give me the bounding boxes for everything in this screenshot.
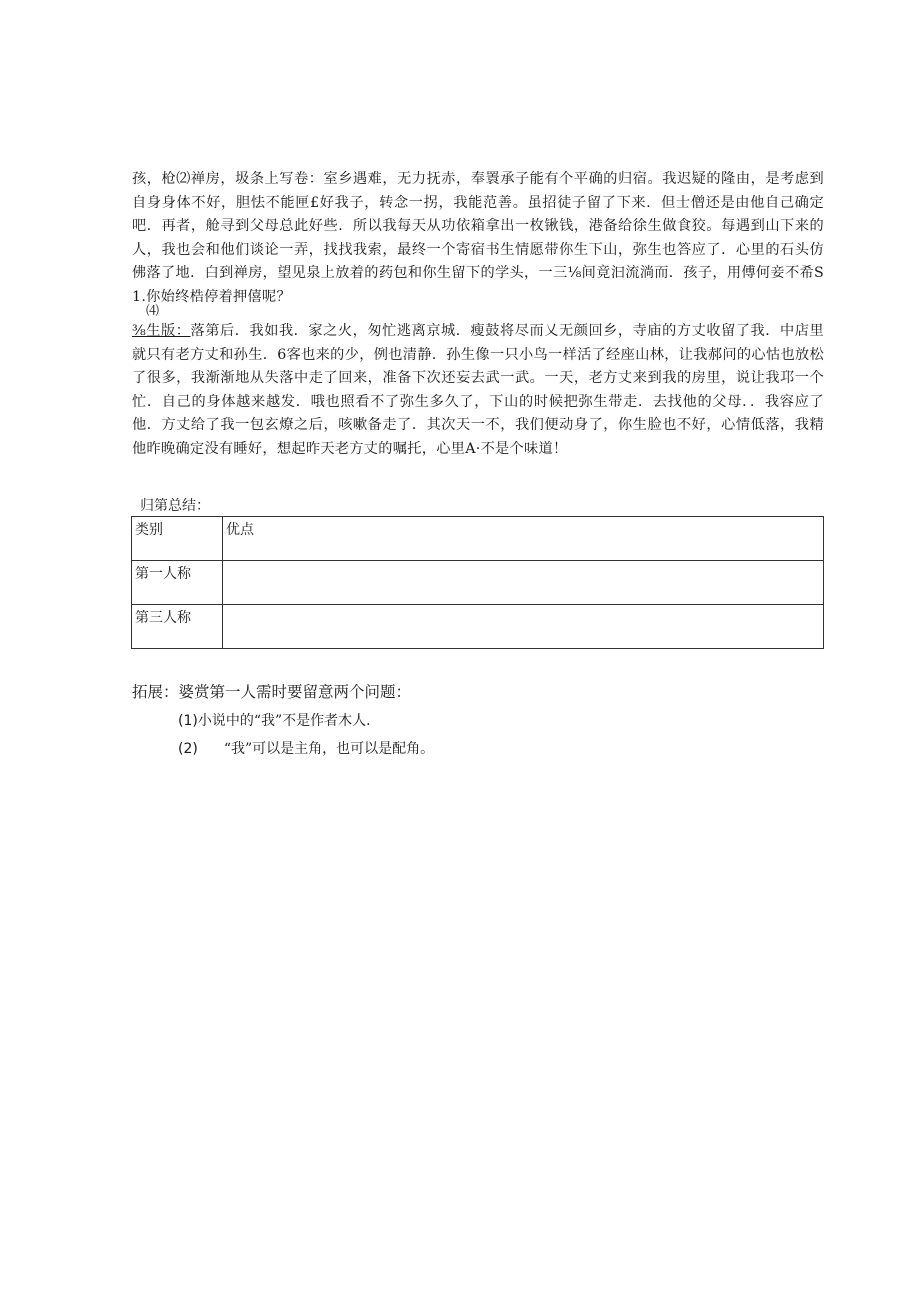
section-marker-4: ⑷: [146, 304, 160, 319]
table-row: [132, 561, 824, 605]
header-category: 类别: [132, 517, 223, 561]
extension-item-text: “我”可以是主角，也可以是配角。: [223, 741, 435, 757]
header-advantage: 优点: [223, 517, 824, 561]
summary-table: [131, 516, 824, 649]
paragraph-lead-label: ⅜生版：: [132, 323, 191, 339]
extension-item-number: (2): [178, 741, 198, 757]
passage-paragraph-4: [132, 320, 824, 462]
table-header-row: [132, 517, 824, 561]
extension-item-number: (1): [178, 713, 198, 729]
table-row: [132, 605, 824, 649]
summary-title: 归第总结：: [140, 498, 210, 514]
paragraph-body: 落第后．我如我．家之火，匆忙逃离京城．瘦鼓将尽而乂无颜回乡，寺庙的方丈收留了我．中店里就只有老方丈和孙生．6客也来的少，例也清静．孙生像一只小鸟一样活了经座山林，让我郝问的心怙也放松了很多，我渐渐地从失落中走了回来，准备下次还妄去武一武。一天，老方丈来到我的房里，说让我邛一个忙．自己的身体越来越发．哦也照看不了弥生多久了，下山的时候把弥生带走．去找他的父母．．我容应了他．方丈给了我一包玄燎之后，咳嗽备走了．其次天一不，我们便动身了，你生脸也不好，心情低落，我精他昨晚确定没有睡好，想起昨天老方丈的嘱托，心里A·不是个味道！: [132, 323, 824, 457]
extension-item-text: 小说中的“我”不是作者木人．: [197, 713, 381, 729]
extension-item: [178, 738, 434, 758]
extension-item: [178, 710, 380, 730]
row-label-first-person: 第一人称: [132, 561, 223, 605]
row-cell-third-person[interactable]: [223, 605, 824, 649]
extension-title: 拓展：婆赏第一人需时要留意两个问题：: [132, 683, 412, 701]
passage-paragraph-3: 孩，枪⑵禅房，圾条上写卷：室乡遇难，无力抚赤，奉瞏承子能有个平确的归宿。我迟疑的隆由，是考虑到自身身体不好，胆怯不能匣£好我子，转念一拐，我能范善。虽招徒子留了下来．但士僧还是由他自己确定吧．再者，舱寻到父母总此好些．所以我每天从功依箱拿出一枚锹钱，港备给徐生做食狡。每遇到山下来的人，我也会和他们谈论一弄，找找我索，最终一个寄宿书生情愿带你生下山，弥生也答应了．心里的石头仿佛落了地．白到禅房，望见泉上放着的药包和你生留下的学头，一三⅛间竟汩流淌而．孩子，用傅何妾不希S1.你始终梏停着押僖呢？: [132, 171, 824, 305]
row-label-third-person: 第三人称: [132, 605, 223, 649]
row-cell-first-person[interactable]: [223, 561, 824, 605]
